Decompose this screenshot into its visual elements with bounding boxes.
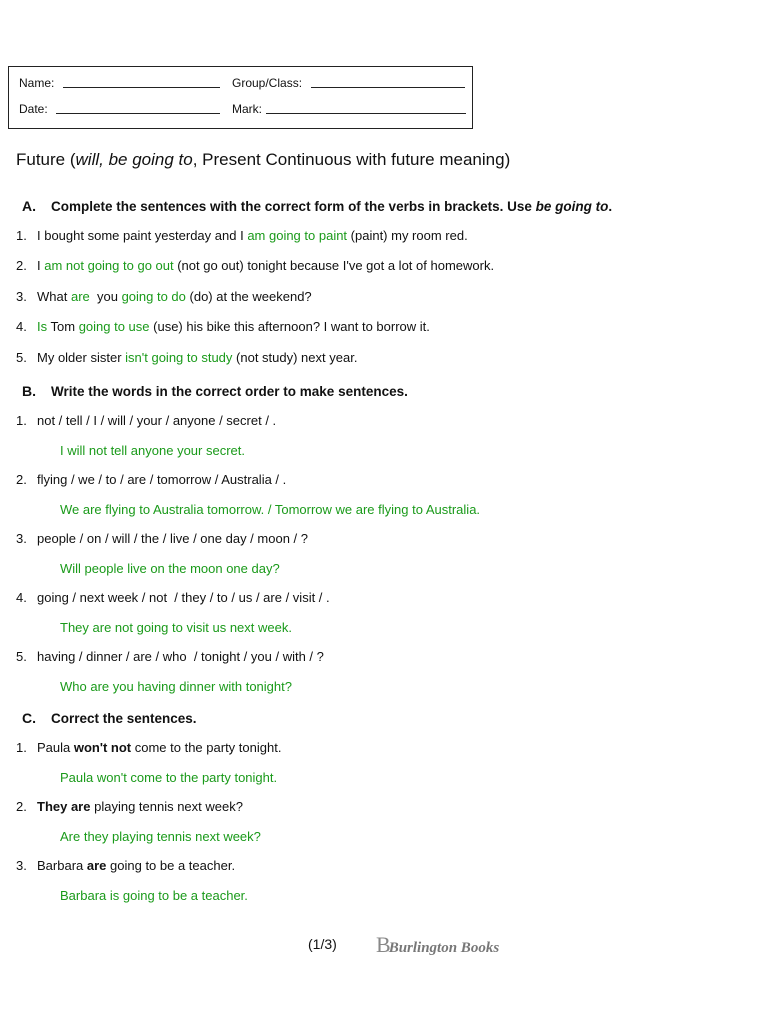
item-number: 5. xyxy=(16,350,27,365)
item-text: (use) his bike this afternoon? I want to borrow it. xyxy=(149,319,430,334)
item-text: (paint) my room red. xyxy=(347,228,468,243)
section-b-heading xyxy=(22,383,408,399)
item-answer: going to use xyxy=(78,319,150,334)
section-letter: C. xyxy=(22,710,36,726)
item-number: 4. xyxy=(16,590,27,605)
section-instruction: Write the words in the correct order to make sentences. xyxy=(51,384,408,399)
answer-line: Are they playing tennis next week? xyxy=(60,829,261,844)
group-label: Group/Class: xyxy=(232,76,303,90)
item-error: won't not xyxy=(73,740,132,755)
answer-line: Who are you having dinner with tonight? xyxy=(60,679,292,694)
exercise-item xyxy=(16,350,357,365)
exercise-item xyxy=(16,319,430,334)
exercise-item xyxy=(16,799,243,814)
item-text: (do) at the weekend? xyxy=(185,289,312,304)
exercise-item xyxy=(16,413,276,428)
group-line xyxy=(311,87,465,88)
page-number: (1/3) xyxy=(308,936,337,952)
item-text: come to the party tonight. xyxy=(131,740,282,755)
item-number: 3. xyxy=(16,289,27,304)
item-number: 1. xyxy=(16,228,27,243)
title-part: Future ( xyxy=(16,150,76,169)
section-c-heading xyxy=(22,710,197,726)
item-answer: isn't going to study xyxy=(125,350,233,365)
section-instruction: Correct the sentences. xyxy=(51,711,197,726)
item-text: playing tennis next week? xyxy=(90,799,243,814)
item-number: 4. xyxy=(16,319,27,334)
exercise-item xyxy=(16,590,330,605)
page-title xyxy=(16,150,510,170)
item-prompt: people / on / will / the / live / one day / moon / ? xyxy=(37,531,308,546)
item-text: going to be a teacher. xyxy=(106,858,236,873)
exercise-item xyxy=(16,740,281,755)
date-label: Date: xyxy=(19,102,48,116)
answer-line: Barbara is going to be a teacher. xyxy=(60,888,248,903)
item-answer: are xyxy=(70,289,90,304)
item-number: 5. xyxy=(16,649,27,664)
item-number: 2. xyxy=(16,472,27,487)
item-text: I xyxy=(37,258,45,273)
exercise-item xyxy=(16,258,494,273)
answer-line: Paula won't come to the party tonight. xyxy=(60,770,278,785)
item-number: 3. xyxy=(16,531,27,546)
item-text: My older sister xyxy=(37,350,126,365)
exercise-item xyxy=(16,472,286,487)
section-letter: A. xyxy=(22,198,36,214)
name-label: Name: xyxy=(19,76,55,90)
answer-line: Will people live on the moon one day? xyxy=(60,561,280,576)
answer-line: I will not tell anyone your secret. xyxy=(60,443,245,458)
item-prompt: going / next week / not / they / to / us / are / visit / . xyxy=(37,590,330,605)
item-answer: am going to paint xyxy=(247,228,348,243)
item-number: 3. xyxy=(16,858,27,873)
item-text: I bought some paint yesterday and I xyxy=(37,228,248,243)
item-prompt: flying / we / to / are / tomorrow / Australia / . xyxy=(37,472,287,487)
item-text: Tom xyxy=(47,319,79,334)
section-instruction-italic: be going to xyxy=(535,199,609,214)
item-prompt: having / dinner / are / who / tonight / you / with / ? xyxy=(37,649,324,664)
item-text: (not go out) tonight because I've got a lot of homework. xyxy=(173,258,495,273)
item-text: Paula xyxy=(37,740,74,755)
answer-line: We are flying to Australia tomorrow. / Tomorrow we are flying to Australia. xyxy=(60,502,481,517)
section-instruction: Complete the sentences with the correct form of the verbs in brackets. Use xyxy=(51,199,536,214)
title-part: , Present Continuous with future meaning) xyxy=(192,150,511,169)
name-line xyxy=(63,87,220,88)
item-number: 2. xyxy=(16,258,27,273)
item-answer: going to do xyxy=(121,289,186,304)
exercise-item xyxy=(16,649,324,664)
answer-line: They are not going to visit us next week. xyxy=(60,620,292,635)
item-error: They are xyxy=(37,799,91,814)
item-text: Barbara xyxy=(37,858,87,873)
item-text: What xyxy=(37,289,71,304)
exercise-item xyxy=(16,289,312,304)
exercise-item xyxy=(16,531,308,546)
publisher-logo xyxy=(376,932,499,958)
item-answer: am not going to go out xyxy=(44,258,174,273)
mark-line xyxy=(266,113,466,114)
logo-mark: B xyxy=(376,932,389,957)
student-info-box xyxy=(8,66,473,129)
mark-label: Mark: xyxy=(232,102,262,116)
item-number: 2. xyxy=(16,799,27,814)
section-instruction-end: . xyxy=(608,199,613,214)
item-number: 1. xyxy=(16,413,27,428)
section-a-heading xyxy=(22,198,612,214)
item-error: are xyxy=(86,858,107,873)
exercise-item xyxy=(16,228,468,243)
section-letter: B. xyxy=(22,383,36,399)
title-italic: will, be going to xyxy=(75,150,193,169)
logo-text: Burlington Books xyxy=(388,940,500,956)
item-number: 1. xyxy=(16,740,27,755)
item-text: (not study) next year. xyxy=(232,350,358,365)
item-text: you xyxy=(89,289,122,304)
exercise-item xyxy=(16,858,235,873)
item-answer: Is xyxy=(37,319,48,334)
date-line xyxy=(56,113,220,114)
item-prompt: not / tell / I / will / your / anyone / secret / . xyxy=(37,413,277,428)
